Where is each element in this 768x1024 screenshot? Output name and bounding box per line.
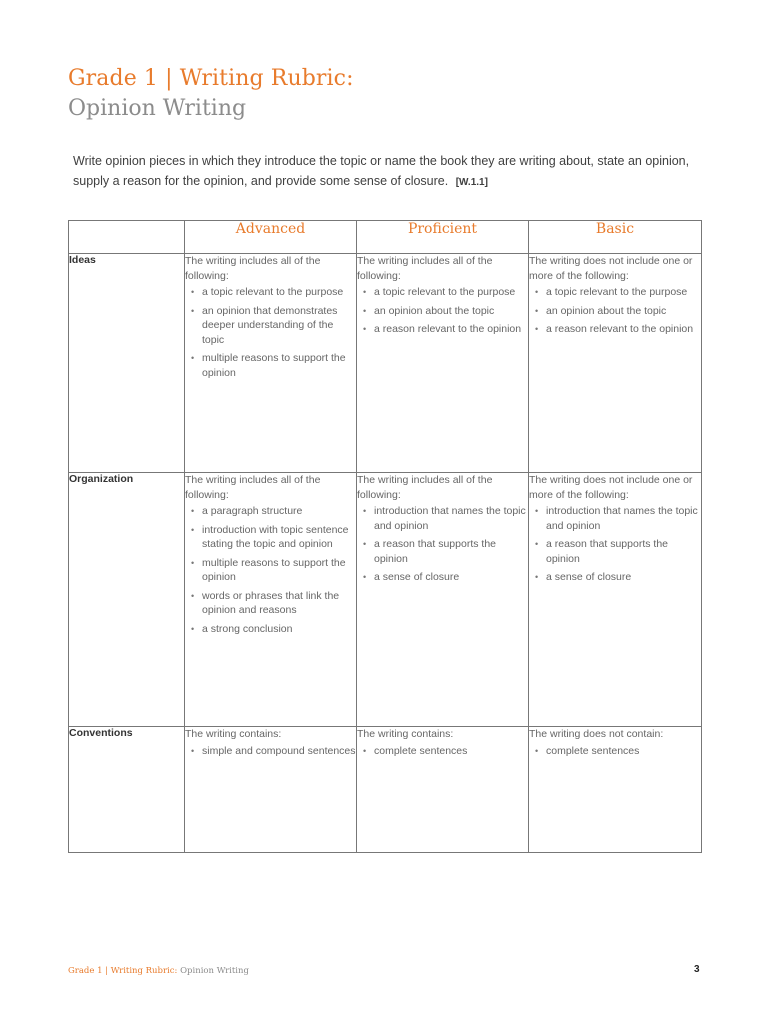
criterion-label: Organization [69,473,185,727]
page-subtitle: Opinion Writing [68,96,247,121]
criteria-list [357,285,528,337]
cell-lead-text: The writing contains: [357,728,454,740]
rubric-header-row [69,221,702,254]
rubric-cell-advanced [185,254,357,473]
cell-lead-text: The writing includes all of the following: [357,474,493,501]
criteria-list [185,504,356,636]
cell-lead-text: The writing contains: [185,728,282,740]
intro-text: Write opinion pieces in which they introduce the topic or name the book they are writing about, state an opinion, supply a reason for the opinion, and provide some sense of closure. [73,154,690,188]
rubric-table [68,220,702,853]
rubric-cell-proficient [357,727,529,853]
criteria-list-item: • introduction that names the topic and opinion [529,504,701,533]
rubric-header-empty [69,221,185,254]
page-number: 3 [694,964,700,975]
criteria-list-item: • complete sentences [357,744,528,759]
footer-title-orange: Grade 1 | Writing Rubric: [68,966,178,976]
criteria-list [185,285,356,380]
column-header-advanced: Advanced [185,221,357,254]
criteria-list [529,504,701,585]
page-title: Grade 1 | Writing Rubric: [68,66,354,91]
criteria-list-item: • a sense of closure [529,570,701,585]
standard-code: [W.1.1] [455,177,488,188]
footer-title [68,966,249,976]
rubric-cell-basic [529,473,702,727]
criteria-list-item: • complete sentences [529,744,701,759]
criteria-list [357,504,528,585]
criteria-list-item: • a reason relevant to the opinion [529,322,701,337]
criteria-list-item: • a topic relevant to the purpose [529,285,701,300]
criteria-list-item: • simple and compound sentences [185,744,356,759]
rubric-row-ideas [69,254,702,473]
criteria-list-item: • a reason that supports the opinion [529,537,701,566]
rubric-row-conventions [69,727,702,853]
criteria-list-item: • a topic relevant to the purpose [185,285,356,300]
criteria-list-item: • a reason relevant to the opinion [357,322,528,337]
cell-lead-text: The writing includes all of the following: [357,255,493,282]
cell-lead-text: The writing includes all of the following: [185,474,321,501]
intro-paragraph [73,151,713,193]
rubric-cell-advanced [185,727,357,853]
criteria-list-item: • a sense of closure [357,570,528,585]
criteria-list [529,744,701,759]
rubric-cell-advanced [185,473,357,727]
criteria-list-item: • multiple reasons to support the opinion [185,351,356,380]
rubric-cell-basic [529,727,702,853]
criteria-list-item: • an opinion about the topic [357,304,528,319]
cell-lead-text: The writing does not include one or more of the following: [529,474,693,501]
criteria-list [357,744,528,759]
criteria-list-item: • an opinion that demonstrates deeper understanding of the topic [185,304,356,348]
criteria-list-item: • an opinion about the topic [529,304,701,319]
criteria-list [185,744,356,759]
cell-lead-text: The writing includes all of the following: [185,255,321,282]
criteria-list [529,285,701,337]
column-header-basic: Basic [529,221,702,254]
rubric-cell-proficient [357,473,529,727]
criteria-list-item: • a topic relevant to the purpose [357,285,528,300]
footer-title-grey: Opinion Writing [180,966,249,976]
criteria-list-item: • introduction that names the topic and opinion [357,504,528,533]
criteria-list-item: • introduction with topic sentence stating the topic and opinion [185,523,356,552]
cell-lead-text: The writing does not contain: [529,728,664,740]
criteria-list-item: • a reason that supports the opinion [357,537,528,566]
criterion-label: Ideas [69,254,185,473]
criterion-label: Conventions [69,727,185,853]
criteria-list-item: • a strong conclusion [185,622,356,637]
column-header-proficient: Proficient [357,221,529,254]
rubric-cell-basic [529,254,702,473]
cell-lead-text: The writing does not include one or more of the following: [529,255,693,282]
criteria-list-item: • multiple reasons to support the opinion [185,556,356,585]
criteria-list-item: • words or phrases that link the opinion and reasons [185,589,356,618]
rubric-cell-proficient [357,254,529,473]
criteria-list-item: • a paragraph structure [185,504,356,519]
rubric-row-organization [69,473,702,727]
